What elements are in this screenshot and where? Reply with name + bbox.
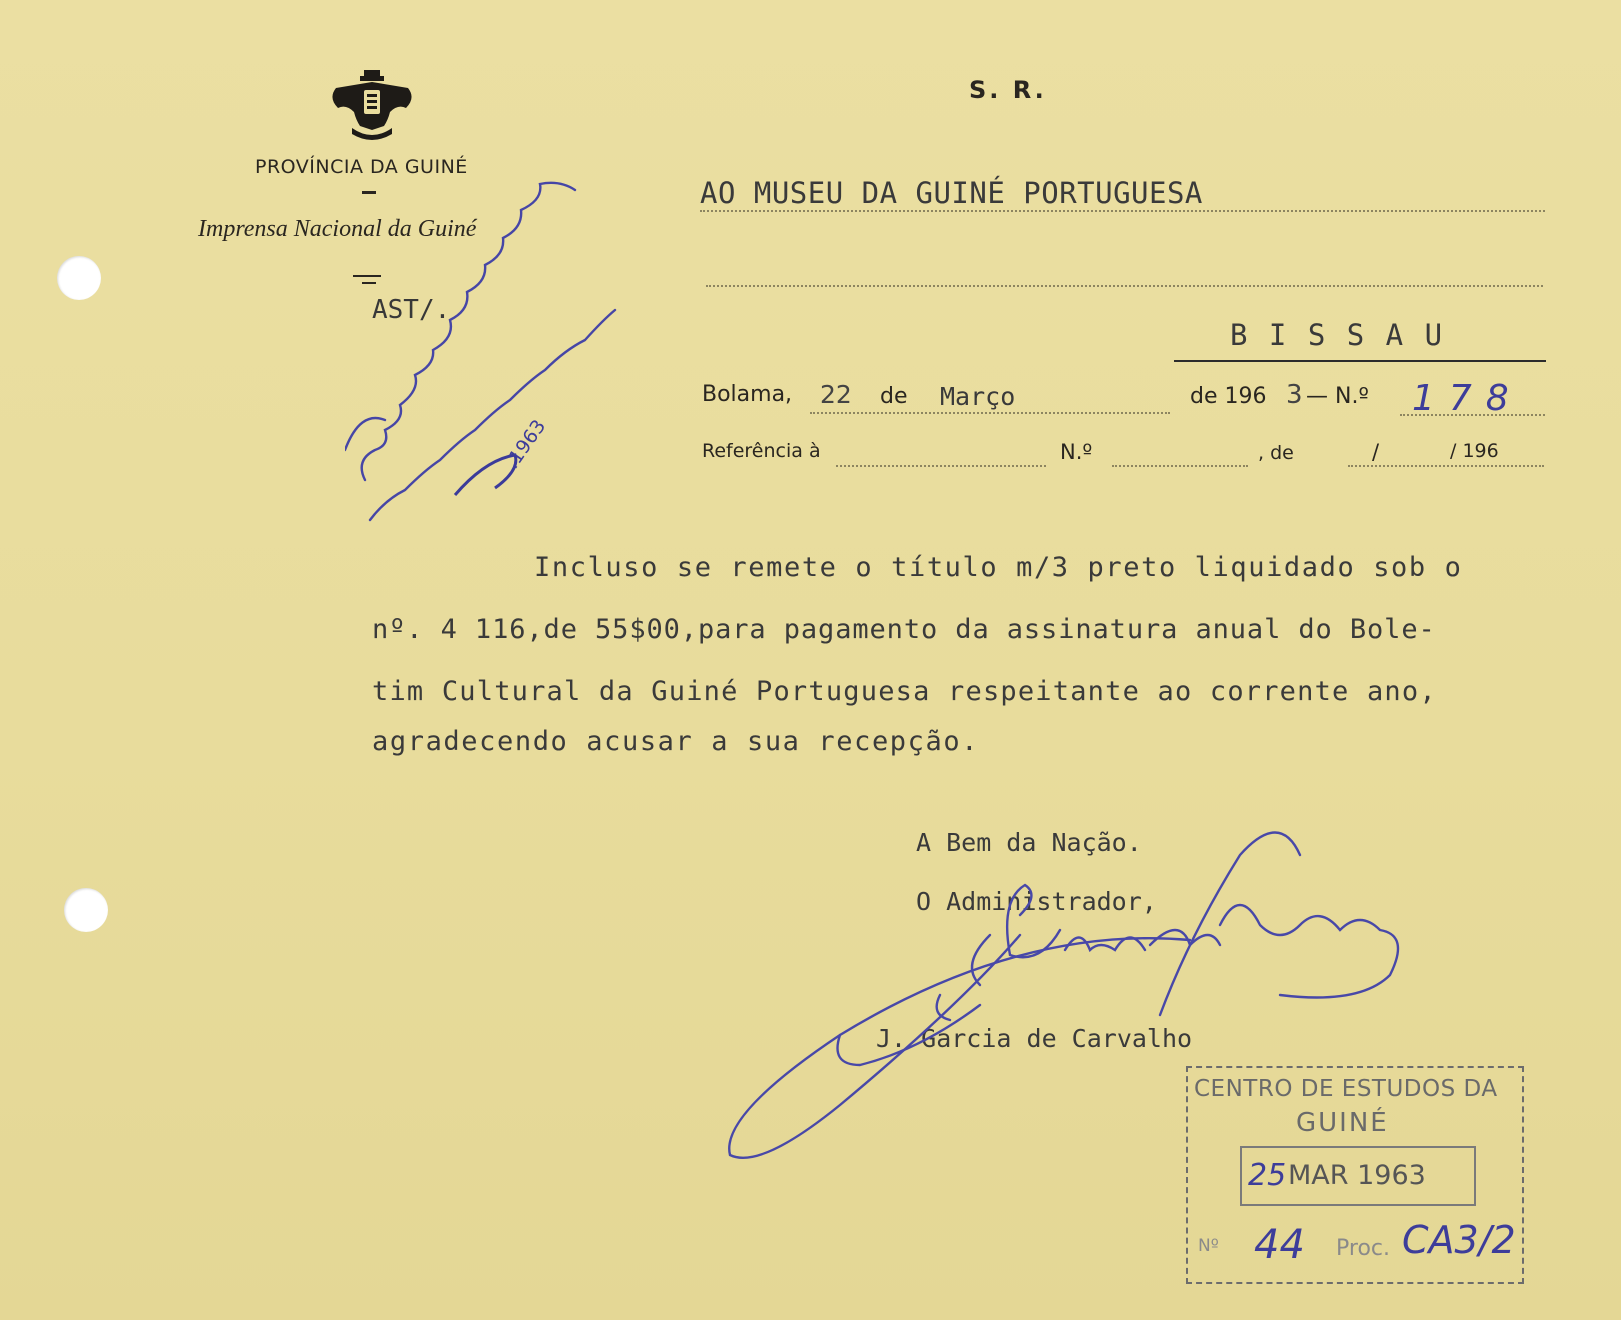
city-underline [1174, 360, 1546, 362]
stamp-registry-number: 44 [1254, 1222, 1305, 1268]
body-line-1: Incluso se remete o título m/3 preto liquidado sob o [534, 552, 1463, 583]
reference-slash: / [1372, 440, 1380, 464]
province-heading: PROVÍNCIA DA GUINÉ [255, 156, 468, 178]
body-line-3: tim Cultural da Guiné Portuguesa respeitante ao corrente ano, [372, 676, 1437, 707]
stamp-day: 25 [1248, 1158, 1287, 1193]
reference-code: AST/. [372, 295, 451, 325]
reference-number-label: N.º [1060, 440, 1093, 464]
date-number-label: — N.º [1306, 384, 1369, 409]
reference-rule-1 [836, 465, 1046, 467]
dateline-rule-2 [1400, 414, 1545, 416]
sr-marker: S. R. [969, 76, 1047, 104]
body-line-4: agradecendo acusar a sua recepção. [372, 726, 980, 757]
reference-de-label: , de [1258, 442, 1294, 464]
reference-label: Referência à [702, 440, 821, 462]
date-month: Março [940, 382, 1016, 411]
stamp-date: MAR 1963 [1288, 1160, 1426, 1191]
press-heading: Imprensa Nacional da Guiné [198, 216, 477, 242]
handwritten-annotation [345, 170, 685, 530]
date-place: Bolama, [702, 382, 793, 407]
reference-rule-3 [1348, 465, 1544, 467]
date-year-digit: 3 [1286, 380, 1303, 410]
coat-of-arms-emblem [326, 68, 418, 144]
address-rule-1 [700, 210, 1545, 212]
addressee-city: B I S S A U [1230, 318, 1445, 352]
reference-rule-2 [1112, 465, 1248, 467]
dateline-rule-1 [810, 412, 1170, 414]
closing-salutation: A Bem da Nação. [916, 828, 1142, 857]
date-de-1: de [880, 384, 908, 409]
letter-number: 178 [1412, 378, 1523, 419]
stamp-line-2: GUINÉ [1296, 1108, 1389, 1138]
stamp-no-label: Nº [1198, 1236, 1219, 1256]
punch-hole-top [57, 256, 101, 300]
date-day: 22 [820, 380, 852, 409]
punch-hole-bottom [64, 888, 108, 932]
reference-year: / 196 [1450, 440, 1499, 462]
stamp-proc-label: Proc. [1336, 1236, 1390, 1261]
signatory-name: J. Garcia de Carvalho [876, 1024, 1193, 1053]
stamp-line-1: CENTRO DE ESTUDOS DA [1194, 1076, 1498, 1102]
svg-text:.1963: .1963 [501, 415, 551, 473]
address-rule-2 [706, 285, 1543, 287]
stamp-proc-code: CA3/2 [1402, 1218, 1516, 1262]
addressee-line-1: AO MUSEU DA GUINÉ PORTUGUESA [700, 176, 1203, 210]
closing-role: O Administrador, [916, 887, 1157, 916]
body-line-2: nº. 4 116,de 55$00,para pagamento da assinatura anual do Bole- [372, 614, 1436, 645]
date-year-prefix: de 196 [1190, 384, 1267, 409]
